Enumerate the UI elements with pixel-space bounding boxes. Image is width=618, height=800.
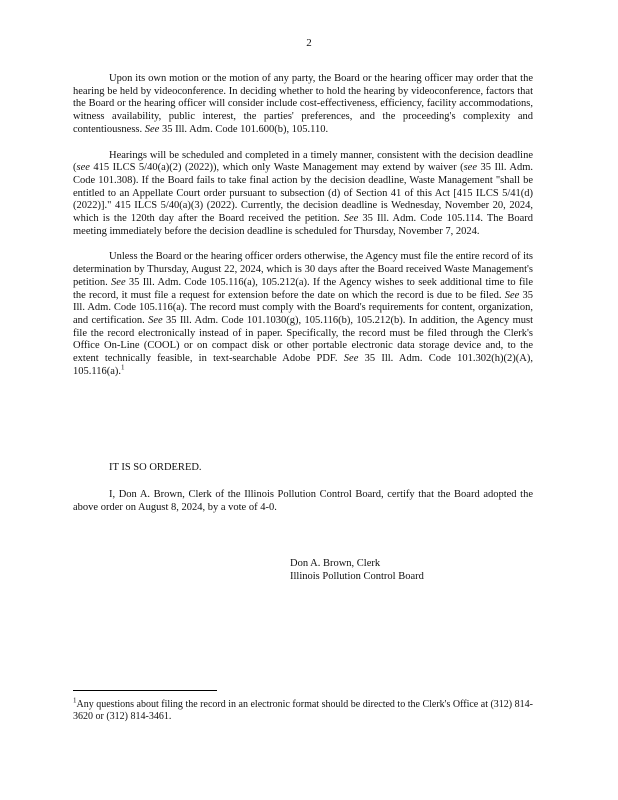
paragraph-videoconference — [73, 73, 533, 137]
paragraph-text: 415 ILCS 5/40(a)(2) (2022)), which only Waste Management may extend by waiver ( — [89, 162, 464, 174]
citation-signal: See — [343, 213, 359, 225]
footnote-divider — [73, 690, 217, 691]
paragraph-text: 35 Ill. Adm. Code 105.116(a), 105.212(a). If the Agency wishes to seek additional time to file the record, it must file a request for extension before the date on which the record is due to be filed. — [73, 276, 533, 301]
citation-signal: See — [148, 314, 163, 326]
paragraph-text: Hearings will be scheduled and completed in a timely manner, consistent with the decision deadline ( — [73, 149, 533, 174]
paragraph-text: 35 Ill. Adm. Code 101.1030(g), 105.116(b), 105.212(b). In addition, the Agency must file the record electronically instead of in paper. Specifically, the record must be filed through the Clerk's Office On-Line (COOL) or on compact disk or other portable electronic data storage device and, to the extent technically feasible, in text-searchable Adobe PDF. — [73, 314, 533, 365]
clerk-certification: I, Don A. Brown, Clerk of the Illinois Pollution Control Board, certify that the Board adopted the above order on August 8, 2024, by a vote of 4-0. — [73, 489, 533, 513]
paragraph-text: 35 Ill. Adm. Code 101.308). If the Board fails to take final action by the decision deadline, Waste Management "shall be entitled to an Appellate Court order pursuant to subsection (d) of Section 41 of this Act [415 ILCS 5/41(d) (2022)]." 415 ILCS 5/40(a)(3) (2022). Currently, the decision deadline is Wednesday, November 20, 2024, which is the 120th day after the Board received the petition. — [73, 162, 533, 225]
order-body — [73, 73, 533, 391]
citation-signal: See — [111, 276, 126, 288]
footnote-reference: 1 — [121, 363, 125, 372]
citation-signal: See — [144, 123, 160, 135]
citation-signal: see — [76, 162, 90, 174]
signature-block — [290, 558, 424, 583]
paragraph-text: Upon its own motion or the motion of any party, the Board or the hearing officer may order that the hearing be held by videoconference. In deciding whether to hold the hearing by videoconference, factors that the Board or the hearing officer will consider include cost-effectiveness, efficiency, facility accommodations, witness availability, public interest, the parties' preferences, and the proceeding's complexity and contentiousness. — [73, 73, 533, 135]
citation-signal: See — [343, 353, 359, 365]
paragraph-record — [73, 251, 533, 378]
footnote-marker: 1 — [73, 696, 77, 705]
paragraph-text: 35 Ill. Adm. Code 101.302(h)(2)(A), 105.116(a). — [73, 353, 533, 377]
footnote — [73, 696, 533, 724]
footnote-text: Any questions about filing the record in an electronic format should be directed to the Clerk's Office at (312) 814-3620 or (312) 814-3461. — [73, 699, 533, 723]
paragraph-hearings — [73, 150, 533, 239]
citation-signal: see — [463, 162, 477, 174]
signature-organization: Illinois Pollution Control Board — [290, 570, 424, 582]
paragraph-text: Unless the Board or the hearing officer orders otherwise, the Agency must file the entire record of its determination by Thursday, August 22, 2024, which is 30 days after the Board received Waste Management's petition. — [73, 251, 533, 288]
signature-name: Don A. Brown, Clerk — [290, 558, 381, 569]
so-ordered-line: IT IS SO ORDERED. — [109, 462, 202, 473]
citation-signal: See — [504, 289, 520, 301]
paragraph-text: 35 Ill. Adm. Code 105.116(a). The record must comply with the Board's requirements for content, organization, and certification. — [73, 289, 533, 326]
paragraph-text: 35 Ill. Adm. Code 105.114. The Board meeting immediately before the decision deadline is scheduled for Thursday, November 7, 2024. — [73, 213, 533, 237]
page-number: 2 — [306, 37, 312, 49]
citation: 35 Ill. Adm. Code 101.600(b), 105.110. — [161, 123, 329, 135]
